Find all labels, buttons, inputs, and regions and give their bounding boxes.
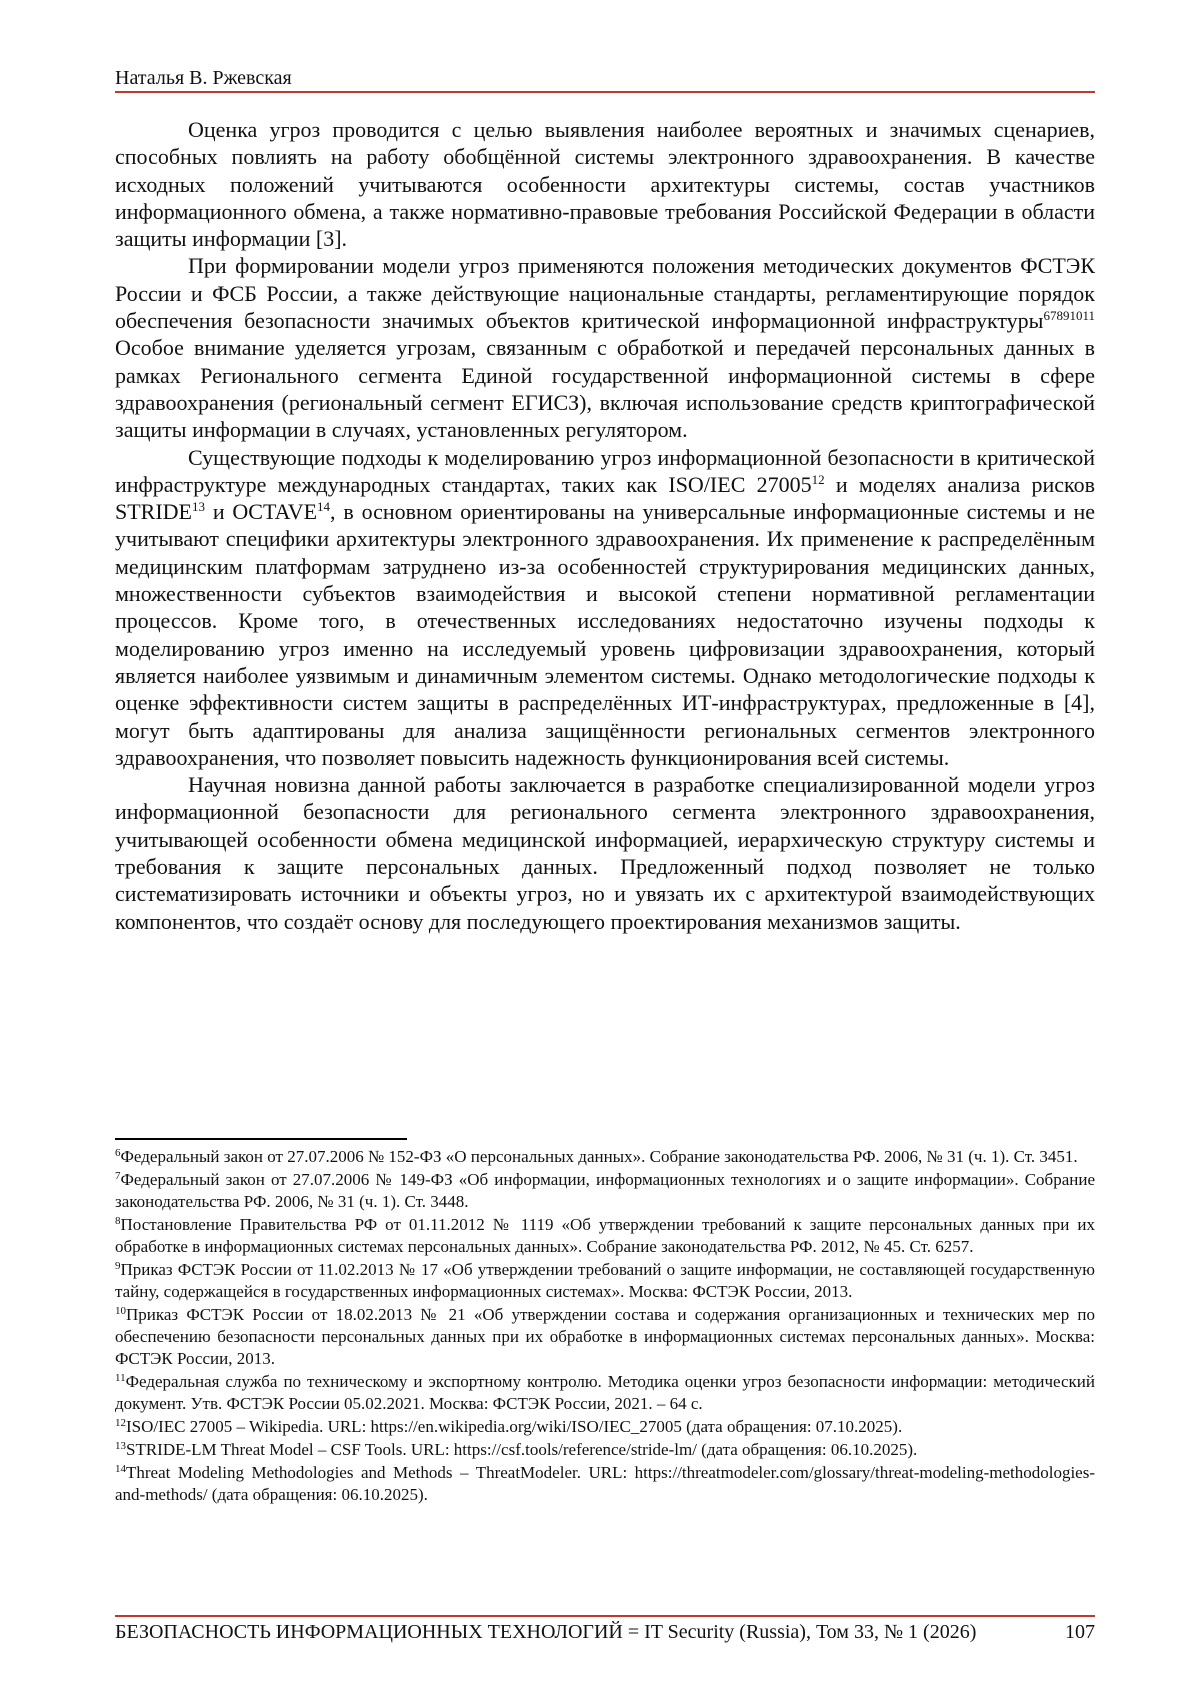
footnote-text: Приказ ФСТЭК России от 18.02.2013 № 21 «Об утверждении состава и содержания организационных и технических мер по обеспечению безопасности персональных данных при их обработке в информационных системах персональных данных». Москва: ФСТЭК России, 2013. — [115, 1305, 1095, 1368]
text-run: Особое внимание уделяется угрозам, связанным с обработкой и передачей персональных данных в рамках Регионального сегмента Единой государственной информационной системы в сфере здравоохранения (региональный сегмент ЕГИСЗ), включая использование средств криптографической защиты информации в случаях, установленных регулятором. — [115, 335, 1095, 443]
footnote-text: Федеральный закон от 27.07.2006 № 152-ФЗ «О персональных данных». Собрание законодательства РФ. 2006, № 31 (ч. 1). Ст. 3451. — [120, 1147, 1078, 1166]
text-run: , в основном ориентированы на универсальные информационные системы и не учитывают специфики архитектуры электронного здравоохранения. Их применение к распределённым медицинским платформам затруднено из-за особенностей структурирования медицинских данных, множественности субъектов взаимодействия и высокой степени нормативной регламентации процессов. Кроме того, в отечественных исследованиях недостаточно изучены подходы к моделированию угроз именно на исследуемый уровень цифровизации здравоохранения, который является наиболее уязвимым и динамичным элементом системы. Однако методологические подходы к оценке эффективности систем защиты в распределённых ИТ-инфраструктурах, предложенные в [4], могут быть адаптированы для анализа защищённости региональных сегментов электронного здравоохранения, что позволяет повысить надежность функционирования всей системы. — [115, 499, 1095, 770]
text-run: Научная новизна данной работы заключается в разработке специализированной модели угроз информационной безопасности для регионального сегмента электронного здравоохранения, учитывающей особенности обмена медицинской информацией, иерархическую структуру системы и требования к защите персональных данных. Предложенный подход позволяет не только систематизировать источники и объекты угроз, но и увязать их с архитектурой взаимодействующих компонентов, что создаёт основу для последующего проектирования механизмов защиты. — [115, 772, 1095, 934]
footnote-ref[interactable]: 14 — [317, 499, 331, 515]
footnote-number: 13 — [115, 1440, 126, 1452]
header-rule — [115, 91, 1095, 93]
footnote-ref[interactable]: 67891011 — [1043, 308, 1095, 324]
footnote-number: 7 — [115, 1170, 121, 1182]
text-run: При формировании модели угроз применяются положения методических документов ФСТЭК России и ФСБ России, а также действующие национальные стандарты, регламентирующие порядок обеспечения безопасности значимых объектов критической информационной инфраструктуры — [115, 253, 1095, 334]
footnote-item — [115, 1214, 1095, 1258]
footnote-item — [115, 1371, 1095, 1415]
paragraph-threat-model-basis — [115, 252, 1095, 443]
paragraph-novelty — [115, 771, 1095, 935]
footnote-text: Постановление Правительства РФ от 01.11.2012 № 1119 «Об утверждении требований к защите персональных данных при их обработке в информационных системах персональных данных». Собрание законодательства РФ. 2012, № 45. Ст. 6257. — [115, 1215, 1095, 1256]
footnote-number: 6 — [115, 1147, 121, 1159]
text-run: и моделях анализа рисков STRIDE — [115, 471, 1096, 525]
footnote-text: Threat Modeling Methodologies and Methods – ThreatModeler. URL: https://threatmodeler.com/glossary/threat-modeling-methodologies-and-methods/ (дата обращения: 06.10.2025). — [115, 1463, 1095, 1504]
journal-title: БЕЗОПАСНОСТЬ ИНФОРМАЦИОННЫХ ТЕХНОЛОГИЙ = IT Security (Russia), Том 33, № 1 (2026) — [115, 1621, 977, 1643]
footnote-number: 12 — [115, 1417, 126, 1429]
footnote-item — [115, 1462, 1095, 1506]
footnotes — [115, 1146, 1095, 1507]
footnote-text: ISO/IEC 27005 – Wikipedia. URL: https://en.wikipedia.org/wiki/ISO/IEC_27005 (дата обращения: 07.10.2025). — [126, 1417, 903, 1436]
text-run: и OCTAVE — [205, 499, 318, 525]
footnote-text: STRIDE-LM Threat Model – CSF Tools. URL: https://csf.tools/reference/stride-lm/ (дата обращения: 06.10.2025). — [126, 1440, 918, 1459]
page-number: 107 — [1065, 1621, 1095, 1643]
header-author: Наталья В. Ржевская — [115, 67, 292, 89]
footer-rule — [115, 1615, 1095, 1617]
footnote-text: Федеральный закон от 27.07.2006 № 149-ФЗ «Об информации, информационных технологиях и о защите информации». Собрание законодательства РФ. 2006, № 31 (ч. 1). Ст. 3448. — [115, 1170, 1095, 1211]
footnote-item — [115, 1439, 1095, 1461]
footnote-number: 11 — [115, 1372, 126, 1384]
footnote-ref[interactable]: 12 — [811, 471, 825, 487]
paragraph-threat-assessment — [115, 116, 1095, 252]
footnote-item — [115, 1146, 1095, 1168]
footnote-number: 9 — [115, 1260, 121, 1272]
footnote-text: Федеральная служба по техническому и экспортному контролю. Методика оценки угроз безопасности информации: методический документ. Утв. ФСТЭК России 05.02.2021. Москва: ФСТЭК России, 2021. – 64 с. — [115, 1372, 1095, 1413]
footnote-item — [115, 1304, 1095, 1370]
footnote-item — [115, 1169, 1095, 1213]
footnote-ref[interactable]: 13 — [192, 499, 205, 515]
running-header — [115, 66, 1095, 90]
text-run: Существующие подходы к моделированию угроз информационной безопасности в критической инфраструктуре международных стандартах, таких как ISO/IEC 27005 — [115, 444, 1095, 497]
footnote-number: 8 — [115, 1215, 121, 1227]
article-body — [115, 116, 1095, 935]
text-run: Оценка угроз проводится с целью выявления наиболее вероятных и значимых сценариев, способных повлиять на работу обобщённой системы электронного здравоохранения. В качестве исходных положений учитываются особенности архитектуры системы, состав участников информационного обмена, а также нормативно-правовые требования Российской Федерации в области защиты информации [3]. — [115, 117, 1095, 252]
footnote-number: 14 — [115, 1463, 126, 1475]
footnote-text: Приказ ФСТЭК России от 11.02.2013 № 17 «Об утверждении требований о защите информации, не составляющей государственную тайну, содержащейся в государственных информационных системах». Москва: ФСТЭК России, 2013. — [115, 1260, 1095, 1301]
paragraph-existing-approaches — [115, 444, 1095, 772]
footnote-item — [115, 1416, 1095, 1438]
footnote-item — [115, 1259, 1095, 1303]
footnote-number: 10 — [115, 1305, 126, 1317]
footnote-separator — [115, 1138, 407, 1140]
